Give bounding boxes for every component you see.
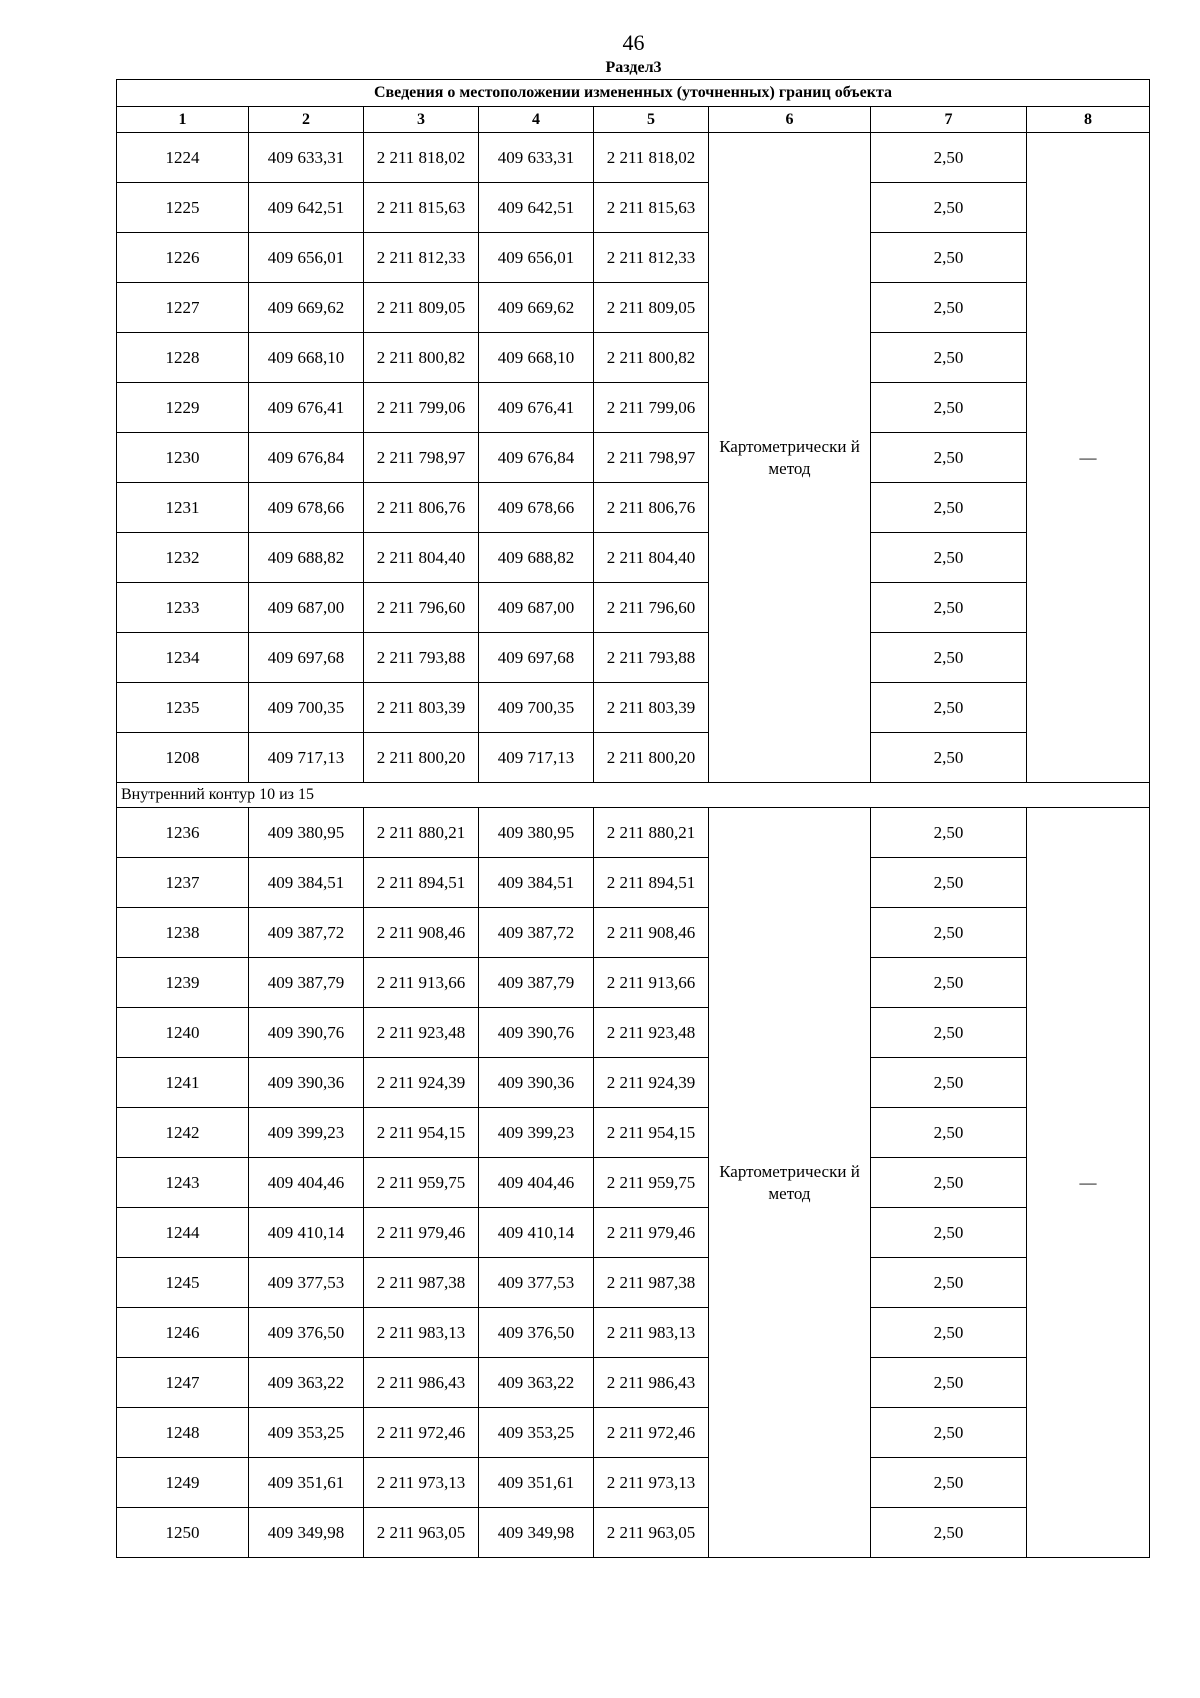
y-coordinate-new: 2 211 924,39 — [594, 1058, 709, 1108]
section-title: Раздел3 — [605, 59, 662, 76]
x-coordinate: 409 376,50 — [249, 1308, 364, 1358]
y-coordinate-new: 2 211 880,21 — [594, 808, 709, 858]
method-cell: Картометрически й метод — [709, 808, 871, 1558]
y-coordinate-new: 2 211 908,46 — [594, 908, 709, 958]
y-coordinate-new: 2 211 972,46 — [594, 1408, 709, 1458]
x-coordinate-new: 409 656,01 — [479, 233, 594, 283]
y-coordinate-new: 2 211 800,20 — [594, 733, 709, 783]
point-number: 1232 — [117, 533, 249, 583]
accuracy-value: 2,50 — [871, 1308, 1027, 1358]
table-row — [117, 233, 1150, 283]
accuracy-value: 2,50 — [871, 633, 1027, 683]
y-coordinate-new: 2 211 815,63 — [594, 183, 709, 233]
y-coordinate: 2 211 972,46 — [364, 1408, 479, 1458]
table-row — [117, 533, 1150, 583]
method-cell: Картометрически й метод — [709, 133, 871, 783]
table-row — [117, 633, 1150, 683]
x-coordinate: 409 390,76 — [249, 1008, 364, 1058]
table-row — [117, 1158, 1150, 1208]
table-row — [117, 1358, 1150, 1408]
table-row — [117, 483, 1150, 533]
point-number: 1224 — [117, 133, 249, 183]
point-number: 1235 — [117, 683, 249, 733]
x-coordinate-new: 409 697,68 — [479, 633, 594, 683]
point-number: 1245 — [117, 1258, 249, 1308]
x-coordinate: 409 387,79 — [249, 958, 364, 1008]
table-row — [117, 1208, 1150, 1258]
x-coordinate-new: 409 351,61 — [479, 1458, 594, 1508]
y-coordinate-new: 2 211 803,39 — [594, 683, 709, 733]
point-number: 1236 — [117, 808, 249, 858]
y-coordinate: 2 211 979,46 — [364, 1208, 479, 1258]
x-coordinate-new: 409 668,10 — [479, 333, 594, 383]
column-8-dash: — — [1027, 133, 1150, 783]
x-coordinate-new: 409 399,23 — [479, 1108, 594, 1158]
y-coordinate: 2 211 818,02 — [364, 133, 479, 183]
column-header: 8 — [1027, 107, 1150, 133]
contour-subheading-row — [117, 783, 1150, 808]
column-header: 6 — [709, 107, 871, 133]
x-coordinate-new: 409 349,98 — [479, 1508, 594, 1558]
x-coordinate: 409 349,98 — [249, 1508, 364, 1558]
point-number: 1226 — [117, 233, 249, 283]
column-header: 4 — [479, 107, 594, 133]
point-number: 1231 — [117, 483, 249, 533]
accuracy-value: 2,50 — [871, 1058, 1027, 1108]
x-coordinate: 409 688,82 — [249, 533, 364, 583]
y-coordinate: 2 211 959,75 — [364, 1158, 479, 1208]
accuracy-value: 2,50 — [871, 183, 1027, 233]
table-row — [117, 183, 1150, 233]
x-coordinate: 409 676,84 — [249, 433, 364, 483]
point-number: 1242 — [117, 1108, 249, 1158]
x-coordinate-new: 409 676,41 — [479, 383, 594, 433]
y-coordinate-new: 2 211 987,38 — [594, 1258, 709, 1308]
y-coordinate-new: 2 211 979,46 — [594, 1208, 709, 1258]
x-coordinate-new: 409 353,25 — [479, 1408, 594, 1458]
point-number: 1238 — [117, 908, 249, 958]
accuracy-value: 2,50 — [871, 583, 1027, 633]
x-coordinate-new: 409 384,51 — [479, 858, 594, 908]
x-coordinate: 409 656,01 — [249, 233, 364, 283]
x-coordinate: 409 633,31 — [249, 133, 364, 183]
table-row — [117, 808, 1150, 858]
x-coordinate-new: 409 717,13 — [479, 733, 594, 783]
y-coordinate-new: 2 211 799,06 — [594, 383, 709, 433]
table-caption: Сведения о местоположении измененных (уточненных) границ объекта — [117, 80, 1150, 107]
coordinates-table — [116, 79, 1150, 1558]
x-coordinate: 409 399,23 — [249, 1108, 364, 1158]
column-header: 7 — [871, 107, 1027, 133]
point-number: 1248 — [117, 1408, 249, 1458]
point-number: 1234 — [117, 633, 249, 683]
x-coordinate: 409 363,22 — [249, 1358, 364, 1408]
accuracy-value: 2,50 — [871, 958, 1027, 1008]
accuracy-value: 2,50 — [871, 1358, 1027, 1408]
x-coordinate: 409 717,13 — [249, 733, 364, 783]
y-coordinate-new: 2 211 954,15 — [594, 1108, 709, 1158]
y-coordinate: 2 211 809,05 — [364, 283, 479, 333]
point-number: 1249 — [117, 1458, 249, 1508]
y-coordinate-new: 2 211 793,88 — [594, 633, 709, 683]
column-8-dash: — — [1027, 808, 1150, 1558]
y-coordinate-new: 2 211 923,48 — [594, 1008, 709, 1058]
contour-subheading: Внутренний контур 10 из 15 — [117, 783, 1150, 808]
y-coordinate-new: 2 211 798,97 — [594, 433, 709, 483]
accuracy-value: 2,50 — [871, 483, 1027, 533]
x-coordinate: 409 669,62 — [249, 283, 364, 333]
x-coordinate-new: 409 633,31 — [479, 133, 594, 183]
column-header-row — [117, 107, 1150, 133]
y-coordinate: 2 211 804,40 — [364, 533, 479, 583]
y-coordinate-new: 2 211 809,05 — [594, 283, 709, 333]
y-coordinate: 2 211 800,82 — [364, 333, 479, 383]
accuracy-value: 2,50 — [871, 683, 1027, 733]
table-row — [117, 1308, 1150, 1358]
x-coordinate: 409 351,61 — [249, 1458, 364, 1508]
point-number: 1229 — [117, 383, 249, 433]
y-coordinate: 2 211 924,39 — [364, 1058, 479, 1108]
y-coordinate: 2 211 880,21 — [364, 808, 479, 858]
x-coordinate-new: 409 387,72 — [479, 908, 594, 958]
y-coordinate: 2 211 796,60 — [364, 583, 479, 633]
y-coordinate-new: 2 211 796,60 — [594, 583, 709, 633]
accuracy-value: 2,50 — [871, 133, 1027, 183]
table-row — [117, 133, 1150, 183]
point-number: 1225 — [117, 183, 249, 233]
point-number: 1227 — [117, 283, 249, 333]
accuracy-value: 2,50 — [871, 1108, 1027, 1158]
table-row — [117, 958, 1150, 1008]
x-coordinate-new: 409 387,79 — [479, 958, 594, 1008]
accuracy-value: 2,50 — [871, 733, 1027, 783]
x-coordinate-new: 409 363,22 — [479, 1358, 594, 1408]
y-coordinate: 2 211 987,38 — [364, 1258, 479, 1308]
x-coordinate: 409 353,25 — [249, 1408, 364, 1458]
table-row — [117, 583, 1150, 633]
accuracy-value: 2,50 — [871, 283, 1027, 333]
x-coordinate: 409 390,36 — [249, 1058, 364, 1108]
y-coordinate: 2 211 799,06 — [364, 383, 479, 433]
y-coordinate-new: 2 211 812,33 — [594, 233, 709, 283]
column-header: 5 — [594, 107, 709, 133]
point-number: 1241 — [117, 1058, 249, 1108]
y-coordinate-new: 2 211 959,75 — [594, 1158, 709, 1208]
x-coordinate-new: 409 678,66 — [479, 483, 594, 533]
table-row — [117, 733, 1150, 783]
x-coordinate-new: 409 390,76 — [479, 1008, 594, 1058]
x-coordinate-new: 409 390,36 — [479, 1058, 594, 1108]
point-number: 1228 — [117, 333, 249, 383]
accuracy-value: 2,50 — [871, 433, 1027, 483]
y-coordinate-new: 2 211 818,02 — [594, 133, 709, 183]
table-row — [117, 383, 1150, 433]
accuracy-value: 2,50 — [871, 1008, 1027, 1058]
accuracy-value: 2,50 — [871, 908, 1027, 958]
x-coordinate: 409 387,72 — [249, 908, 364, 958]
table-row — [117, 683, 1150, 733]
x-coordinate-new: 409 410,14 — [479, 1208, 594, 1258]
y-coordinate: 2 211 986,43 — [364, 1358, 479, 1408]
point-number: 1233 — [117, 583, 249, 633]
y-coordinate: 2 211 815,63 — [364, 183, 479, 233]
table-row — [117, 1408, 1150, 1458]
y-coordinate-new: 2 211 983,13 — [594, 1308, 709, 1358]
x-coordinate: 409 678,66 — [249, 483, 364, 533]
y-coordinate-new: 2 211 806,76 — [594, 483, 709, 533]
y-coordinate: 2 211 800,20 — [364, 733, 479, 783]
x-coordinate-new: 409 404,46 — [479, 1158, 594, 1208]
point-number: 1237 — [117, 858, 249, 908]
x-coordinate-new: 409 688,82 — [479, 533, 594, 583]
y-coordinate: 2 211 908,46 — [364, 908, 479, 958]
x-coordinate-new: 409 687,00 — [479, 583, 594, 633]
y-coordinate: 2 211 803,39 — [364, 683, 479, 733]
x-coordinate: 409 377,53 — [249, 1258, 364, 1308]
x-coordinate: 409 697,68 — [249, 633, 364, 683]
y-coordinate: 2 211 963,05 — [364, 1508, 479, 1558]
x-coordinate: 409 676,41 — [249, 383, 364, 433]
x-coordinate-new: 409 380,95 — [479, 808, 594, 858]
table-row — [117, 283, 1150, 333]
y-coordinate: 2 211 798,97 — [364, 433, 479, 483]
accuracy-value: 2,50 — [871, 1508, 1027, 1558]
accuracy-value: 2,50 — [871, 1208, 1027, 1258]
x-coordinate-new: 409 376,50 — [479, 1308, 594, 1358]
x-coordinate: 409 700,35 — [249, 683, 364, 733]
y-coordinate: 2 211 973,13 — [364, 1458, 479, 1508]
point-number: 1240 — [117, 1008, 249, 1058]
table-row — [117, 1458, 1150, 1508]
point-number: 1239 — [117, 958, 249, 1008]
x-coordinate: 409 380,95 — [249, 808, 364, 858]
x-coordinate-new: 409 377,53 — [479, 1258, 594, 1308]
point-number: 1243 — [117, 1158, 249, 1208]
accuracy-value: 2,50 — [871, 533, 1027, 583]
y-coordinate-new: 2 211 963,05 — [594, 1508, 709, 1558]
y-coordinate-new: 2 211 804,40 — [594, 533, 709, 583]
x-coordinate-new: 409 642,51 — [479, 183, 594, 233]
accuracy-value: 2,50 — [871, 858, 1027, 908]
x-coordinate: 409 642,51 — [249, 183, 364, 233]
table-row — [117, 1008, 1150, 1058]
table-row — [117, 1258, 1150, 1308]
y-coordinate: 2 211 913,66 — [364, 958, 479, 1008]
table-row — [117, 858, 1150, 908]
point-number: 1230 — [117, 433, 249, 483]
table-row — [117, 908, 1150, 958]
accuracy-value: 2,50 — [871, 1408, 1027, 1458]
x-coordinate-new: 409 676,84 — [479, 433, 594, 483]
table-row — [117, 1058, 1150, 1108]
point-number: 1208 — [117, 733, 249, 783]
y-coordinate-new: 2 211 913,66 — [594, 958, 709, 1008]
accuracy-value: 2,50 — [871, 1158, 1027, 1208]
x-coordinate: 409 410,14 — [249, 1208, 364, 1258]
y-coordinate: 2 211 793,88 — [364, 633, 479, 683]
accuracy-value: 2,50 — [871, 333, 1027, 383]
y-coordinate: 2 211 954,15 — [364, 1108, 479, 1158]
y-coordinate: 2 211 983,13 — [364, 1308, 479, 1358]
x-coordinate: 409 668,10 — [249, 333, 364, 383]
point-number: 1244 — [117, 1208, 249, 1258]
table-row — [117, 433, 1150, 483]
accuracy-value: 2,50 — [871, 808, 1027, 858]
point-number: 1247 — [117, 1358, 249, 1408]
point-number: 1246 — [117, 1308, 249, 1358]
column-header: 3 — [364, 107, 479, 133]
accuracy-value: 2,50 — [871, 1458, 1027, 1508]
page-number: 46 — [622, 30, 645, 55]
y-coordinate: 2 211 812,33 — [364, 233, 479, 283]
y-coordinate-new: 2 211 800,82 — [594, 333, 709, 383]
x-coordinate-new: 409 700,35 — [479, 683, 594, 733]
column-header: 2 — [249, 107, 364, 133]
table-row — [117, 333, 1150, 383]
accuracy-value: 2,50 — [871, 383, 1027, 433]
y-coordinate: 2 211 894,51 — [364, 858, 479, 908]
y-coordinate: 2 211 806,76 — [364, 483, 479, 533]
accuracy-value: 2,50 — [871, 1258, 1027, 1308]
table-row — [117, 1508, 1150, 1558]
x-coordinate-new: 409 669,62 — [479, 283, 594, 333]
y-coordinate-new: 2 211 973,13 — [594, 1458, 709, 1508]
column-header: 1 — [117, 107, 249, 133]
y-coordinate: 2 211 923,48 — [364, 1008, 479, 1058]
y-coordinate-new: 2 211 986,43 — [594, 1358, 709, 1408]
accuracy-value: 2,50 — [871, 233, 1027, 283]
point-number: 1250 — [117, 1508, 249, 1558]
x-coordinate: 409 384,51 — [249, 858, 364, 908]
x-coordinate: 409 404,46 — [249, 1158, 364, 1208]
y-coordinate-new: 2 211 894,51 — [594, 858, 709, 908]
x-coordinate: 409 687,00 — [249, 583, 364, 633]
table-row — [117, 1108, 1150, 1158]
